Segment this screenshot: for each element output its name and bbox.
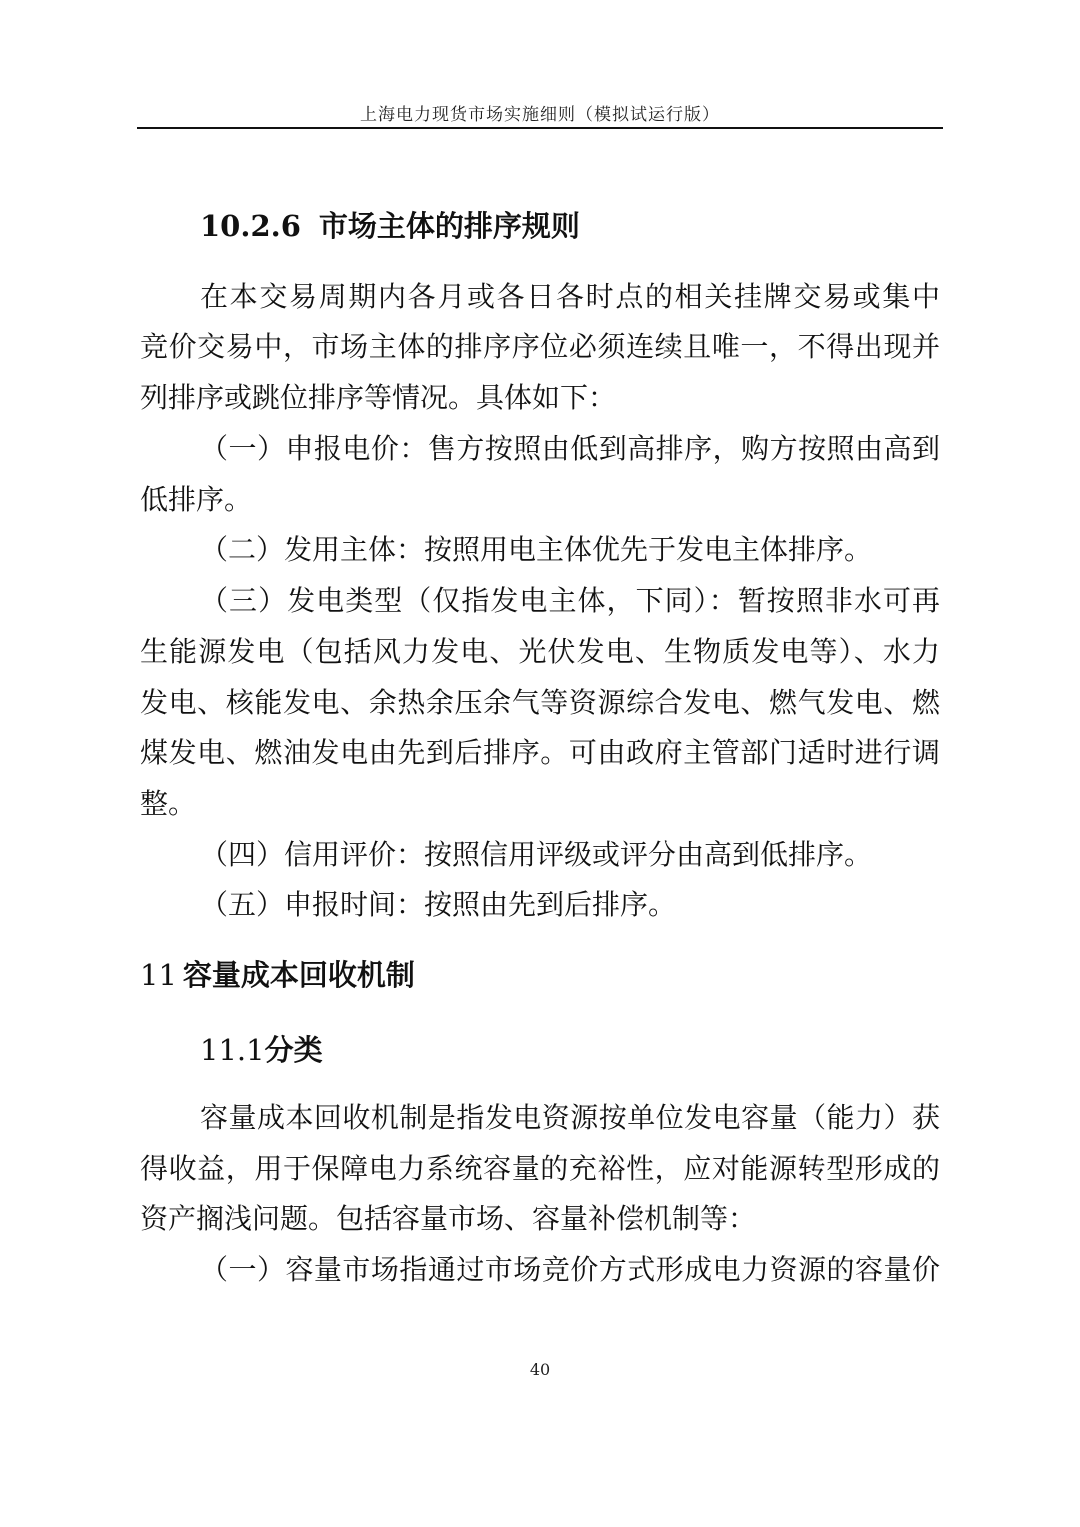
- list-item-line: 煤发电、燃油发电由先到后排序。可由政府主管部门适时进行调: [140, 736, 940, 769]
- paragraph-line: 列排序或跳位排序等情况。具体如下：: [140, 381, 617, 414]
- paragraph-line: 竞价交易中，市场主体的排序序位必须连续且唯一，不得出现并: [140, 330, 940, 363]
- section-number: 11.1: [200, 1033, 265, 1067]
- page-number: 40: [529, 1360, 551, 1379]
- list-item-line: （四）信用评价：按照信用评级或评分由高到低排序。: [200, 838, 873, 871]
- list-item-line: （三）发电类型（仅指发电主体，下同）：暂按照非水可再: [200, 584, 940, 617]
- section-number: 10.2.6: [200, 209, 301, 243]
- list-item-line: （一）容量市场指通过市场竞价方式形成电力资源的容量价: [200, 1253, 940, 1286]
- running-header: 上海电力现货市场实施细则（模拟试运行版）: [360, 105, 720, 125]
- paragraph-line: 在本交易周期内各月或各日各时点的相关挂牌交易或集中: [200, 280, 940, 313]
- list-item-line: （二）发用主体：按照用电主体优先于发电主体排序。: [200, 533, 873, 566]
- list-item-line: 低排序。: [140, 483, 253, 516]
- list-item-line: （五）申报时间：按照由先到后排序。: [200, 888, 677, 921]
- section-heading-10-2-6: [200, 206, 580, 246]
- list-item-line: （一）申报电价：售方按照由低到高排序，购方按照由高到: [200, 432, 940, 465]
- section-heading-11-1: [200, 1030, 323, 1070]
- paragraph-line: 得收益，用于保障电力系统容量的充裕性，应对能源转型形成的: [140, 1152, 940, 1185]
- list-item-line: 生能源发电（包括风力发电、光伏发电、生物质发电等）、水力: [140, 635, 940, 668]
- list-item-line: 整。: [140, 787, 197, 820]
- section-title: 分类: [264, 1033, 323, 1067]
- header-rule: [137, 127, 943, 129]
- paragraph-line: 容量成本回收机制是指发电资源按单位发电容量（能力）获: [200, 1101, 940, 1134]
- section-title: 市场主体的排序规则: [318, 209, 580, 243]
- section-number: 11: [140, 958, 177, 992]
- list-item-line: 发电、核能发电、余热余压余气等资源综合发电、燃气发电、燃: [140, 686, 940, 719]
- paragraph-line: 资产搁浅问题。包括容量市场、容量补偿机制等：: [140, 1202, 757, 1235]
- section-title: 容量成本回收机制: [182, 958, 415, 992]
- section-heading-11: [140, 955, 415, 995]
